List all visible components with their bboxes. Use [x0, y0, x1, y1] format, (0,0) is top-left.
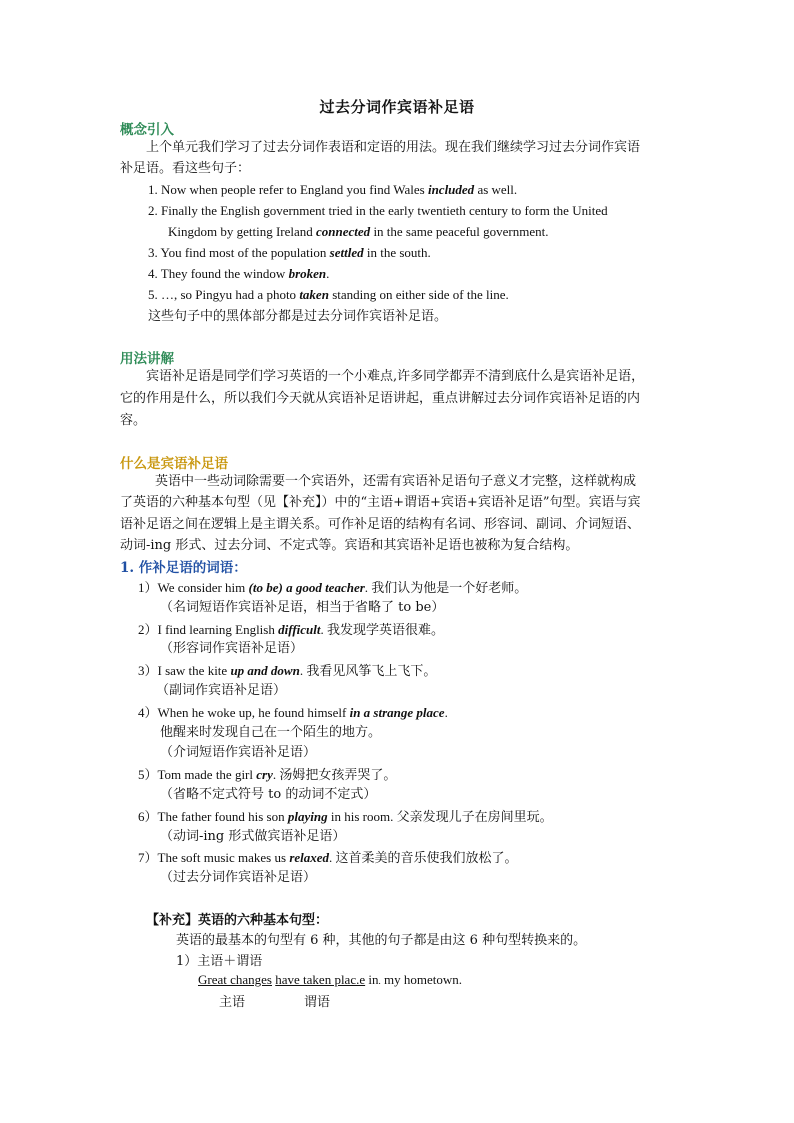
what-line1: 英语中一些动词除需要一个宾语外，还需有宾语补足语句子意义才完整，这样就构成 — [155, 474, 637, 489]
complement-translation-4: 他醒来时发现自己在一个陌生的地方。 — [160, 725, 382, 740]
complement-note-2: （形容词作宾语补足语） — [160, 641, 304, 656]
key-word: (to be) a good teacher — [248, 580, 365, 595]
what-line2: 了英语的六种基本句型（见【补充】）中的“主语+谓语+宾语+宾语补足语”句型。宾语与宾 — [120, 495, 641, 510]
intro-paragraph-line2: 补足语。看这些句子： — [120, 161, 251, 176]
key-word: up and down — [230, 663, 300, 678]
key-word: connected — [316, 224, 371, 239]
supplement-line1: 英语的最基本的句型有 6 种，其他的句子都是由这 6 种句型转换来的。 — [176, 933, 587, 948]
complement-note-7: （过去分词作宾语补足语） — [160, 870, 317, 885]
complement-example-1: 1）We consider him (to be) a good teacher. 我们认为他是一个好老师。 — [138, 580, 528, 595]
what-line3: 语补足语之间在逻辑上是主谓关系。可作补足语的结构有名词、形容词、副词、介词短语、 — [120, 517, 641, 532]
key-word: in a strange place — [349, 705, 445, 720]
section-heading-intro: 概念引入 — [120, 122, 174, 138]
key-word: settled — [329, 245, 364, 260]
complement-example-4: 4）When he woke up, he found himself in a strange place. — [138, 705, 448, 720]
intro-example-3: 3. You find most of the population settled in the south. — [148, 245, 431, 260]
intro-example-5: 5. …, so Pingyu had a photo taken standing on either side of the line. — [148, 287, 509, 302]
intro-example-2: 2. Finally the English government tried in the early twentieth century to form the United — [148, 203, 608, 218]
label-predicate: 谓语 — [304, 995, 331, 1010]
complement-note-6: （动词-ing 形式做宾语补足语） — [160, 829, 346, 844]
usage-line3: 容。 — [120, 413, 147, 428]
complement-note-4: （介词短语作宾语补足语） — [160, 745, 317, 760]
supplement-example: Great changes have taken plac.e in. my hometown. — [198, 972, 462, 987]
intro-closing: 这些句子中的黑体部分都是过去分词作宾语补足语。 — [148, 309, 448, 324]
key-word: taken — [299, 287, 329, 302]
key-word: difficult — [278, 622, 321, 637]
complement-example-5: 5）Tom made the girl cry. 汤姆把女孩弄哭了。 — [138, 767, 397, 782]
usage-line2: 它的作用是什么，所以我们今天就从宾语补足语讲起，重点讲解过去分词作宾语补足语的内 — [120, 391, 641, 406]
complement-note-3: （副词作宾语补足语） — [156, 683, 287, 698]
key-word: relaxed — [289, 850, 330, 865]
section-heading-what: 什么是宾语补足语 — [120, 456, 228, 472]
key-word: playing — [287, 809, 328, 824]
key-word: cry — [256, 767, 273, 782]
supplement-item1: 1）主语＋谓语 — [176, 954, 263, 969]
intro-example-4: 4. They found the window broken. — [148, 266, 330, 281]
example-predicate: have taken plac.e — [275, 972, 366, 987]
intro-example-1: 1. Now when people refer to England you find Wales included as well. — [148, 182, 518, 197]
what-line4: 动词-ing 形式、过去分词、不定式等。宾语和其宾语补足语也被称为复合结构。 — [120, 538, 579, 553]
supplement-heading: 【补充】英语的六种基本句型： — [146, 913, 329, 928]
example-subject: Great changes — [198, 972, 272, 987]
complement-note-1: （名词短语作宾语补足语，相当于省略了 to be） — [160, 600, 445, 615]
complement-example-3: 3）I saw the kite up and down. 我看见风筝飞上飞下。 — [138, 663, 437, 678]
label-subject: 主语 — [219, 995, 246, 1010]
intro-example-2-cont: Kingdom by getting Ireland connected in the same peaceful government. — [168, 224, 549, 239]
usage-line1: 宾语补足语是同学们学习英语的一个小难点,许多同学都弄不清到底什么是宾语补足语， — [146, 369, 645, 384]
section-heading-usage: 用法讲解 — [120, 351, 174, 367]
intro-paragraph-line1: 上个单元我们学习了过去分词作表语和定语的用法。现在我们继续学习过去分词作宾语 — [146, 140, 641, 155]
complement-example-6: 6）The father found his son playing in his room. 父亲发现儿子在房间里玩。 — [138, 809, 553, 824]
subheading-complement-words: 1. 作补足语的词语： — [120, 560, 247, 576]
key-word: included — [427, 182, 475, 197]
complement-example-2: 2）I find learning English difficult. 我发现学英语很难。 — [138, 622, 444, 637]
document-title: 过去分词作宾语补足语 — [319, 98, 475, 116]
complement-example-7: 7）The soft music makes us relaxed. 这首柔美的音乐使我们放松了。 — [138, 850, 518, 865]
key-word: broken — [288, 266, 327, 281]
complement-note-5: （省略不定式符号 to 的动词不定式） — [160, 787, 377, 802]
